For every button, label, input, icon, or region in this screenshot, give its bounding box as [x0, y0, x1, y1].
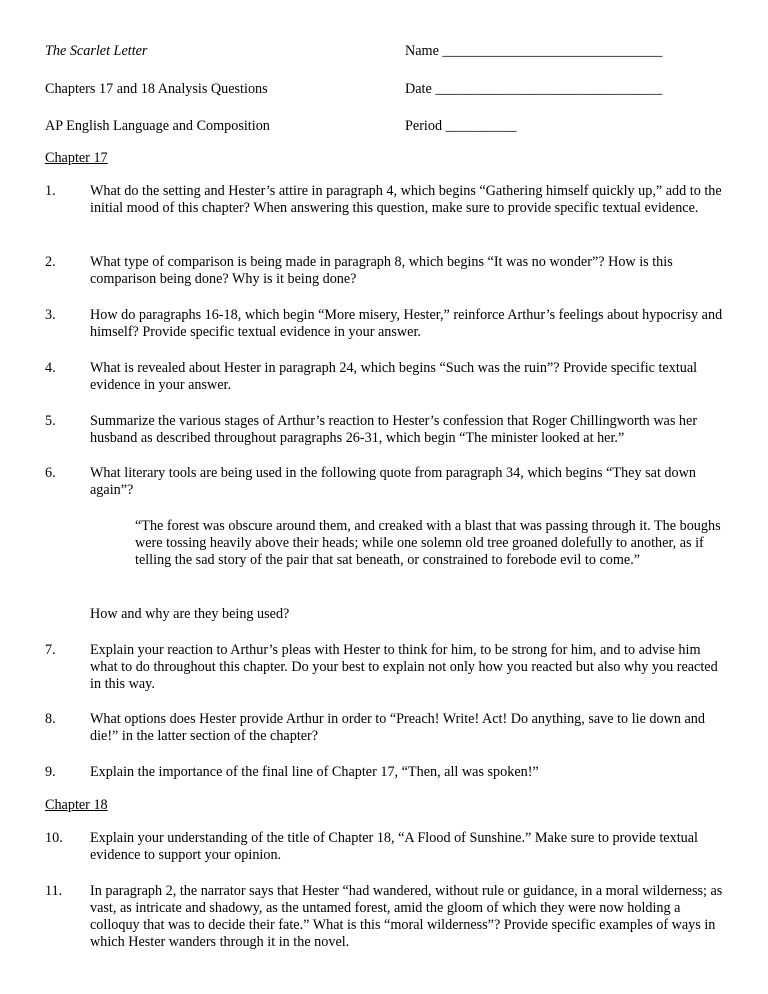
name-field: Name _______________________________: [405, 43, 663, 59]
question-text: Summarize the various stages of Arthur’s reaction to Hester’s confession that Roger Chillingworth was her husband as described throughout paragraphs 26-31, which begin “The minister looked at her.”: [90, 413, 698, 446]
question-number: 3.: [45, 307, 56, 323]
question-text: How do paragraphs 16-18, which begin “More misery, Hester,” reinforce Arthur’s feelings about hypocrisy and himself? Provide specific textual evidence in your answer.: [90, 307, 723, 340]
question-text: Explain your reaction to Arthur’s pleas with Hester to think for him, to be strong for him, and to advise him what to do throughout this chapter. Do your best to explain not only how you reacted but also why you reacted in this way.: [90, 642, 718, 692]
question-text: What do the setting and Hester’s attire in paragraph 4, which begins “Gathering himself quickly up,” add to the initial mood of this chapter? When answering this question, make sure to provide specific textual evidence.: [90, 183, 722, 216]
question-number: 4.: [45, 360, 56, 376]
question-number: 11.: [45, 883, 63, 899]
course-name: AP English Language and Composition: [45, 118, 270, 134]
question-text: What is revealed about Hester in paragraph 24, which begins “Such was the ruin”? Provide specific textual evidence in your answer.: [90, 360, 698, 393]
question-number: 2.: [45, 254, 56, 270]
chapter-18-heading: Chapter 18: [45, 797, 108, 813]
period-field: Period __________: [405, 118, 517, 134]
question-number: 7.: [45, 642, 56, 658]
forest-quote: “The forest was obscure around them, and creaked with a blast that was passing through it. The boughs were tossing heavily above their heads; while one solemn old tree groaned dolefully to another, as if telling the sad story of the pair that sat beneath, or constrained to forebode evil to come.”: [135, 518, 721, 568]
chapter-17-heading: Chapter 17: [45, 150, 108, 166]
question-text: What type of comparison is being made in paragraph 8, which begins “It was no wonder”? How is this comparison being done? Why is it being done?: [90, 254, 673, 287]
question-text: What literary tools are being used in the following quote from paragraph 34, which begins “They sat down again”?: [90, 465, 696, 498]
question-number: 1.: [45, 183, 56, 199]
question-text: In paragraph 2, the narrator says that Hester “had wandered, without rule or guidance, in a moral wilderness; as vast, as intricate and shadowy, as the untamed forest, amid the gloom of which they were now holding a colloquy that was to decide their fate.” What is this “moral wilderness”? Provide specific examples of ways in which Hester wanders through it in the novel.: [90, 883, 723, 950]
date-field: Date ________________________________: [405, 81, 663, 97]
book-title: The Scarlet Letter: [45, 43, 148, 59]
question-text: Explain the importance of the final line of Chapter 17, “Then, all was spoken!”: [90, 764, 539, 780]
question-number: 5.: [45, 413, 56, 429]
worksheet-subtitle: Chapters 17 and 18 Analysis Questions: [45, 81, 268, 97]
question-number: 8.: [45, 711, 56, 727]
question-number: 9.: [45, 764, 56, 780]
question-text: Explain your understanding of the title of Chapter 18, “A Flood of Sunshine.” Make sure to provide textual evidence to support your opinion.: [90, 830, 698, 863]
question-number: 10.: [45, 830, 63, 846]
question-text: What options does Hester provide Arthur in order to “Preach! Write! Act! Do anything, save to lie down and die!” in the latter section of the chapter?: [90, 711, 705, 744]
question-number: 6.: [45, 465, 56, 481]
question-6-followup: How and why are they being used?: [90, 606, 290, 622]
